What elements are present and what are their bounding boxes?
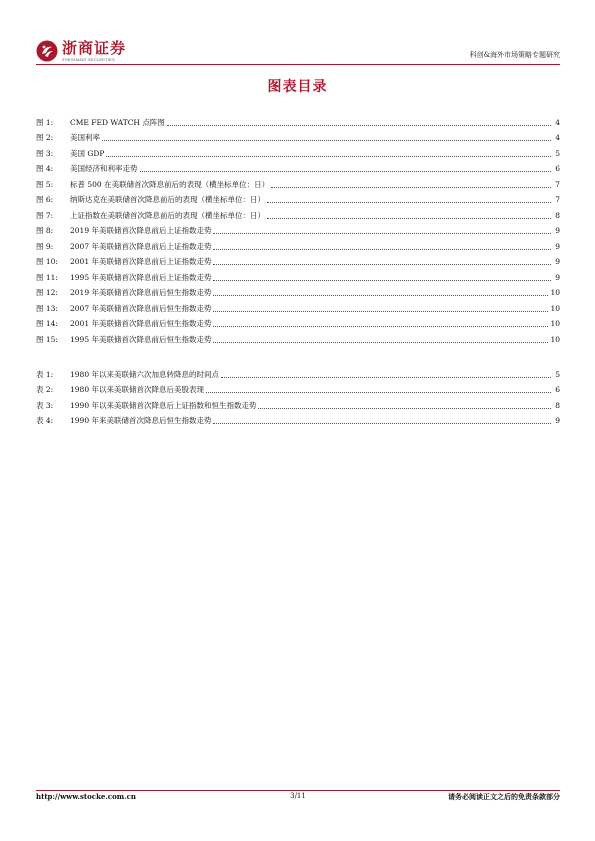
toc-entry-page: 4 [555, 133, 560, 142]
toc-entry-page: 7 [555, 179, 560, 189]
toc-dot-leader [213, 342, 548, 343]
toc-entry-label: 图 13: [36, 303, 58, 313]
toc-entry-title: 美国利率 [70, 133, 100, 142]
toc-entry[interactable] [36, 143, 560, 159]
toc-entry[interactable] [36, 252, 560, 268]
toc-dot-leader [213, 295, 548, 296]
toc-dot-leader [213, 280, 551, 281]
toc-entry-page: 8 [555, 400, 560, 410]
toc-entry[interactable] [36, 128, 560, 144]
toc-dot-leader [267, 202, 551, 203]
toc-entry[interactable] [36, 205, 560, 221]
toc-entry-label: 图 2: [36, 133, 54, 142]
toc-entry-label: 图 7: [36, 210, 54, 220]
toc-entry-label: 表 2: [36, 385, 54, 394]
toc-entry-title: CME FED WATCH 点阵图 [70, 117, 165, 127]
toc-entry[interactable] [36, 112, 560, 128]
footer-disclaimer: 请务必阅读正文之后的免责条款部分 [448, 792, 560, 801]
toc-entry-page: 7 [555, 195, 560, 204]
figure-list [36, 112, 560, 345]
page-number: 3/11 [290, 792, 306, 800]
toc-dot-leader [213, 249, 551, 250]
toc-dot-leader [213, 423, 551, 424]
toc-entry-label: 图 12: [36, 288, 58, 297]
toc-dot-leader [213, 326, 548, 327]
toc-entry-title: 美国经济和利率走势 [70, 164, 138, 173]
toc-entry[interactable] [36, 298, 560, 314]
toc-entry-title: 2001 年美联储首次降息前后恒生指数走势 [70, 319, 212, 328]
toc-entry-label: 表 1: [36, 369, 54, 379]
toc-entry-label: 图 9: [36, 241, 54, 251]
toc-entry-page: 9 [555, 416, 560, 425]
toc-entry-title: 2019 年美联储首次降息前后恒生指数走势 [70, 288, 212, 297]
toc-entry[interactable] [36, 174, 560, 190]
toc-entry-title: 上证指数在美联储首次降息前后的表现（横坐标单位：日） [70, 210, 265, 220]
toc-entry[interactable] [36, 364, 560, 380]
toc-entry-title: 1980 年以来美联储六次加息转降息的时间点 [70, 369, 219, 379]
toc-entry-page: 8 [555, 210, 560, 220]
toc-entry[interactable] [36, 329, 560, 345]
toc-entry-label: 表 4: [36, 416, 54, 425]
toc-entry-label: 图 4: [36, 164, 54, 173]
toc-entry-title: 1995 年美联储首次降息前后恒生指数走势 [70, 334, 212, 344]
toc-entry[interactable] [36, 411, 560, 427]
toc-entry-page: 10 [550, 319, 560, 328]
toc-dot-leader [213, 233, 551, 234]
toc-entry-label: 图 8: [36, 226, 54, 235]
toc-entry-page: 10 [550, 288, 560, 297]
toc-entry[interactable] [36, 380, 560, 396]
toc-entry-page: 9 [555, 257, 560, 266]
toc-entry[interactable] [36, 283, 560, 299]
toc-entry-page: 5 [555, 369, 560, 379]
toc-dot-leader [258, 408, 551, 409]
toc-entry-title: 标普 500 在美联储首次降息前后的表现（横坐标单位：日） [70, 179, 270, 189]
toc-entry[interactable] [36, 267, 560, 283]
toc-entry-page: 9 [555, 241, 560, 251]
toc-entry-label: 图 14: [36, 319, 58, 328]
toc-entry-label: 图 11: [36, 272, 58, 282]
report-type: 科创&海外市场策略专题研究 [469, 51, 560, 59]
page-title: 图表目录 [267, 79, 328, 95]
toc-dot-leader [271, 187, 551, 188]
toc-entry-page: 9 [555, 226, 560, 235]
toc-entry-title: 1990 年以来美联储首次降息后上证指数和恒生指数走势 [70, 400, 257, 410]
toc-entry-title: 美国 GDP [70, 148, 105, 158]
toc-entry-page: 6 [555, 385, 560, 394]
brand-name: 浙商证券 [62, 39, 127, 57]
toc-dot-leader [213, 264, 551, 265]
toc-entry-page: 5 [555, 148, 560, 158]
header-divider [36, 64, 560, 65]
toc-dot-leader [267, 218, 551, 219]
toc-entry-title: 2007 年美联储首次降息前后上证指数走势 [70, 241, 212, 251]
toc-entry-title: 2007 年美联储首次降息前后恒生指数走势 [70, 303, 212, 313]
toc-entry-page: 10 [550, 303, 560, 313]
toc-entry-title: 纳斯达克在美联储首次降息前后的表现（横坐标单位：日） [70, 195, 265, 204]
zheshang-logo-icon [36, 40, 58, 62]
toc-dot-leader [106, 156, 551, 157]
toc-entry[interactable] [36, 236, 560, 252]
toc-entry[interactable] [36, 159, 560, 175]
toc-entry-title: 2001 年美联储首次降息前后上证指数走势 [70, 257, 212, 266]
toc-entry-label: 图 5: [36, 179, 54, 189]
toc-entry-label: 图 1: [36, 117, 54, 127]
toc-entry-label: 图 3: [36, 148, 54, 158]
toc-entry-page: 10 [550, 334, 560, 344]
toc-dot-leader [206, 392, 551, 393]
footer-url[interactable]: http://www.stocke.com.cn [36, 792, 136, 801]
toc-dot-leader [102, 140, 551, 141]
footer-divider [36, 790, 560, 791]
toc-entry[interactable] [36, 221, 560, 237]
toc-entry-label: 表 3: [36, 400, 54, 410]
toc-entry-page: 6 [555, 164, 560, 173]
toc-dot-leader [213, 311, 548, 312]
toc-entry-page: 9 [555, 272, 560, 282]
table-list [36, 364, 560, 426]
toc-entry-page: 4 [555, 117, 560, 127]
toc-dot-leader [167, 125, 551, 126]
toc-entry-title: 1990 年来美联储首次降息后恒生指数走势 [70, 416, 212, 425]
toc-entry-label: 图 6: [36, 195, 54, 204]
toc-entry[interactable] [36, 395, 560, 411]
brand-logo [36, 40, 126, 64]
brand-name-en: ZHESHANG SECURITIES [62, 57, 116, 62]
toc-entry[interactable] [36, 314, 560, 330]
toc-entry-title: 2019 年美联储首次降息前后上证指数走势 [70, 226, 212, 235]
page-header [36, 40, 560, 64]
toc-dot-leader [140, 171, 552, 172]
page-footer [36, 792, 560, 804]
toc-entry-label: 图 10: [36, 257, 58, 266]
toc-entry[interactable] [36, 190, 560, 206]
toc-entry-title: 1980 年以来美联储首次降息后美股表现 [70, 385, 204, 394]
toc-entry-title: 1995 年美联储首次降息前后上证指数走势 [70, 272, 212, 282]
toc-dot-leader [221, 377, 551, 378]
toc-entry-label: 图 15: [36, 334, 58, 344]
